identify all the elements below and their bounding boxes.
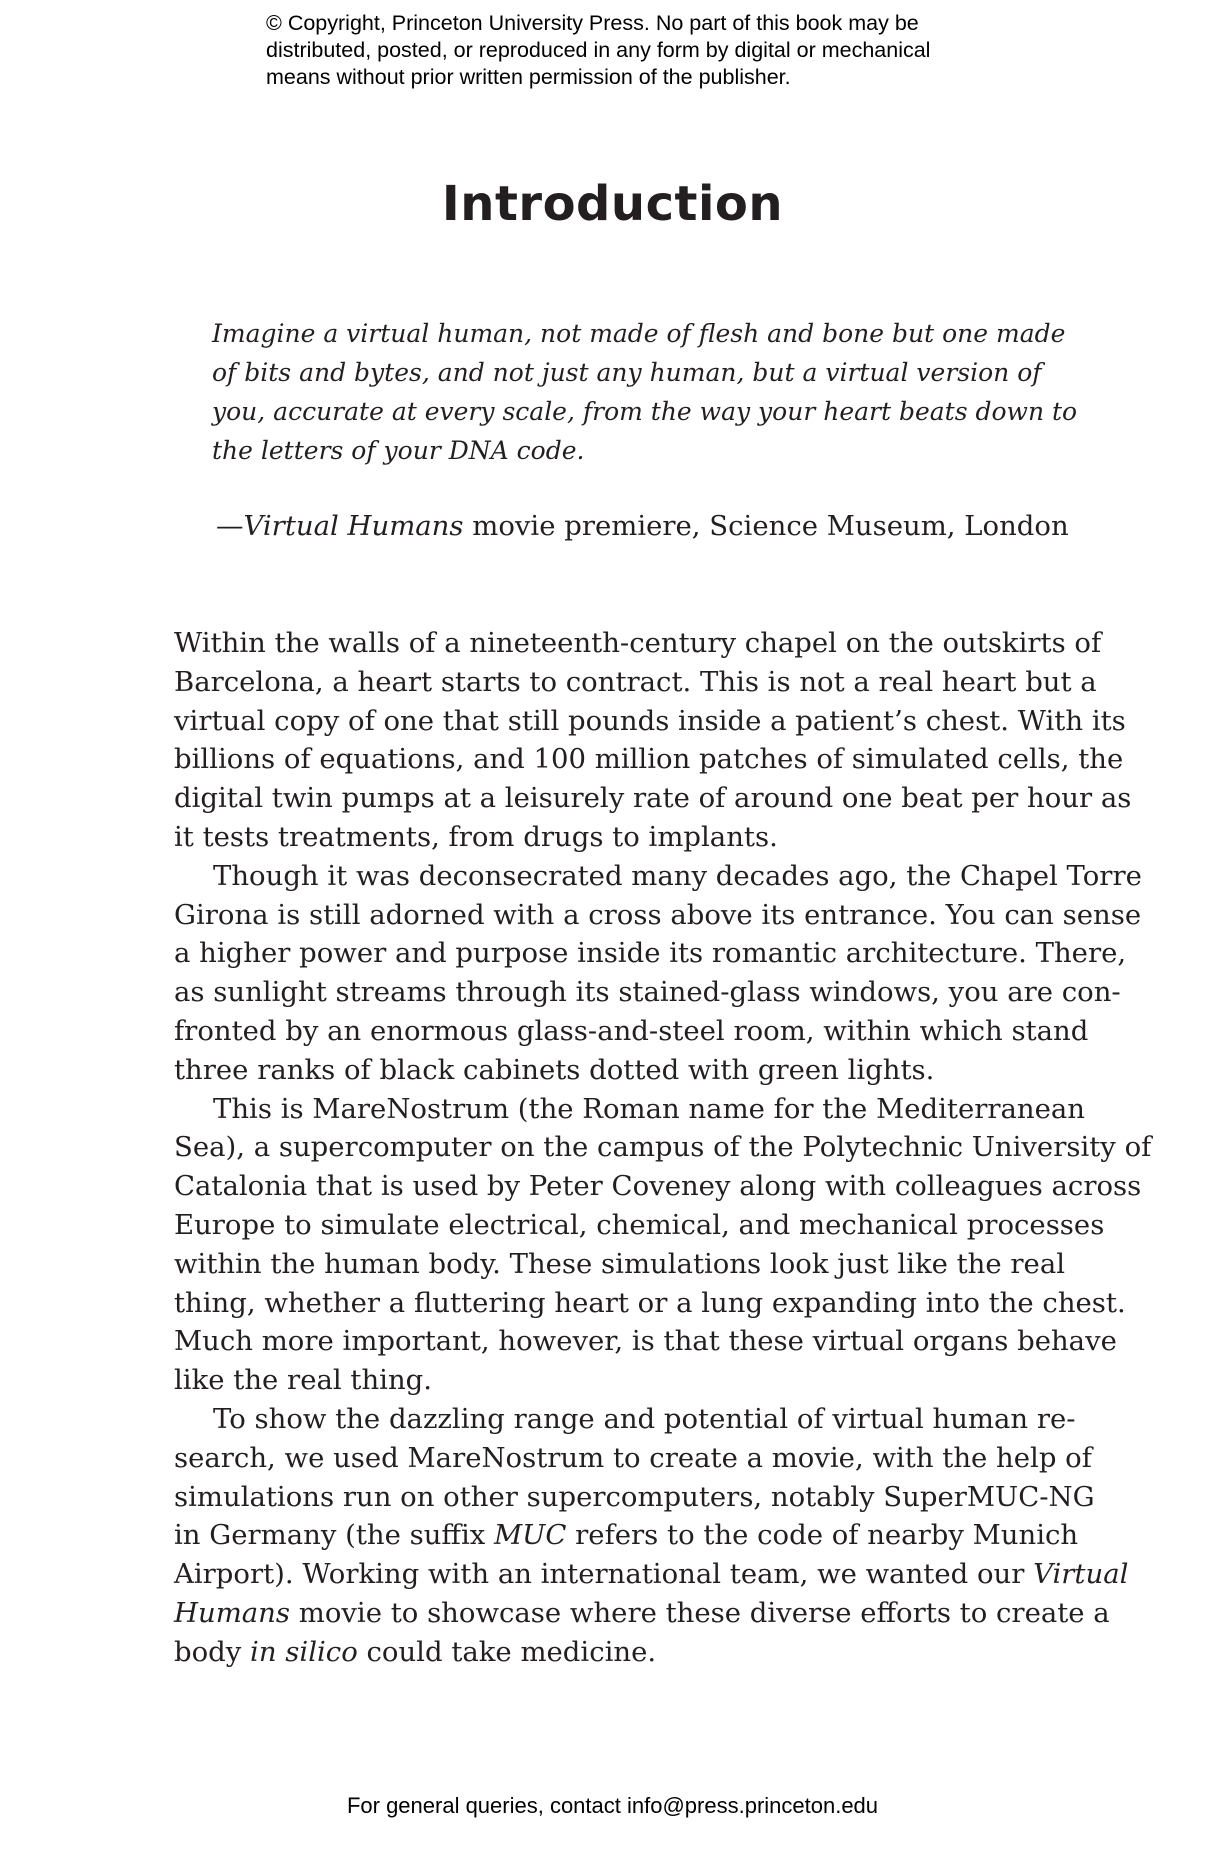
epigraph <box>212 314 1078 470</box>
paragraph-4-line <box>174 1633 1038 1672</box>
paragraph-3-line: thing, whether a fluttering heart or a lung expanding into the chest. <box>174 1286 1126 1319</box>
paragraph-4-line <box>174 1594 1110 1633</box>
paragraph-4-line: search, we used MareNostrum to create a movie, with the help of <box>174 1441 1092 1474</box>
copyright-notice <box>266 10 1006 91</box>
paragraph-4-line: To show the dazzling range and potential of virtual human re- <box>213 1402 1076 1435</box>
attribution-source: movie premiere, Science Museum, London <box>463 510 1069 542</box>
paragraph-2-line: a higher power and purpose inside its romantic architecture. There, <box>174 937 1127 970</box>
paragraph-3-line: within the human body. These simulations look just like the real <box>174 1247 1066 1280</box>
paragraph-3-line: Europe to simulate electrical, chemical, and mechanical processes <box>174 1208 1105 1241</box>
text-run: movie to showcase where these diverse efforts to create a <box>290 1596 1110 1629</box>
text-run: Airport). Working with an international team, we wanted our <box>174 1558 1034 1591</box>
paragraph-3-line: Sea), a supercomputer on the campus of the Polytechnic University of <box>174 1131 1152 1164</box>
paragraph-1-line: Within the walls of a nineteenth-century chapel on the outskirts of <box>174 627 1102 659</box>
emphasis-muc: MUC <box>494 1519 567 1552</box>
emphasis-humans: Humans <box>174 1596 290 1629</box>
epigraph-line: of bits and bytes, and not just any human, but a virtual version of <box>212 358 1042 387</box>
paragraph-2-line: as sunlight streams through its stained-glass windows, you are con- <box>174 976 1121 1009</box>
copyright-line: © Copyright, Princeton University Press. No part of this book may be <box>266 11 919 35</box>
paragraph-2-line: three ranks of black cabinets dotted with green lights. <box>174 1053 935 1086</box>
paragraph-4-line: simulations run on other supercomputers, notably SuperMUC-NG <box>174 1480 1095 1513</box>
paragraph-3-line: Catalonia that is used by Peter Coveney along with colleagues across <box>174 1170 1142 1203</box>
text-run: body <box>174 1635 251 1668</box>
attribution-title: Virtual Humans <box>243 510 464 542</box>
text-run: refers to the code of nearby Munich <box>566 1519 1079 1552</box>
paragraph-1-line: billions of equations, and 100 million patches of simulated cells, the <box>174 743 1124 776</box>
epigraph-line: you, accurate at every scale, from the way your heart beats down to <box>212 397 1078 426</box>
paragraph-1-line: Barcelona, a heart starts to contract. This is not a real heart but a <box>174 665 1097 698</box>
text-run: could take medicine. <box>357 1635 657 1668</box>
epigraph-line: Imagine a virtual human, not made of flesh and bone but one made <box>212 319 1066 348</box>
chapter-title: Introduction <box>441 176 784 232</box>
paragraph-1-line: virtual copy of one that still pounds inside a patient’s chest. With its <box>174 704 1126 737</box>
paragraph-3-line: like the real thing. <box>174 1364 433 1397</box>
emphasis-in-silico: in silico <box>250 1635 358 1668</box>
paragraph-3-line: Much more important, however, is that these virtual organs behave <box>174 1325 1117 1358</box>
paragraph-3-line: This is MareNostrum (the Roman name for the Mediterranean <box>213 1092 1086 1125</box>
paragraph-4-line <box>174 1516 1079 1555</box>
copyright-line: distributed, posted, or reproduced in any form by digital or mechanical <box>266 38 931 62</box>
footer-contact: For general queries, contact info@press.princeton.edu <box>346 1793 879 1818</box>
paragraph-4-line <box>174 1555 1129 1594</box>
paragraph-2-line: fronted by an enormous glass-and-steel room, within which stand <box>174 1014 1089 1047</box>
attribution-dash: — <box>216 510 244 542</box>
paragraph-2-line: Though it was deconsecrated many decades ago, the Chapel Torre <box>213 859 1142 892</box>
copyright-line: means without prior written permission of the publisher. <box>266 65 791 89</box>
epigraph-line: the letters of your DNA code. <box>212 436 585 465</box>
epigraph-attribution <box>216 506 1069 546</box>
paragraph-1-line: digital twin pumps at a leisurely rate of around one beat per hour as <box>174 782 1132 815</box>
paragraph-2-line: Girona is still adorned with a cross above its entrance. You can sense <box>174 898 1142 931</box>
text-run: in Germany (the suffix <box>174 1519 495 1552</box>
body-text <box>174 624 1152 1672</box>
emphasis-virtual: Virtual <box>1033 1558 1129 1591</box>
paragraph-1-line: it tests treatments, from drugs to implants. <box>174 820 778 853</box>
